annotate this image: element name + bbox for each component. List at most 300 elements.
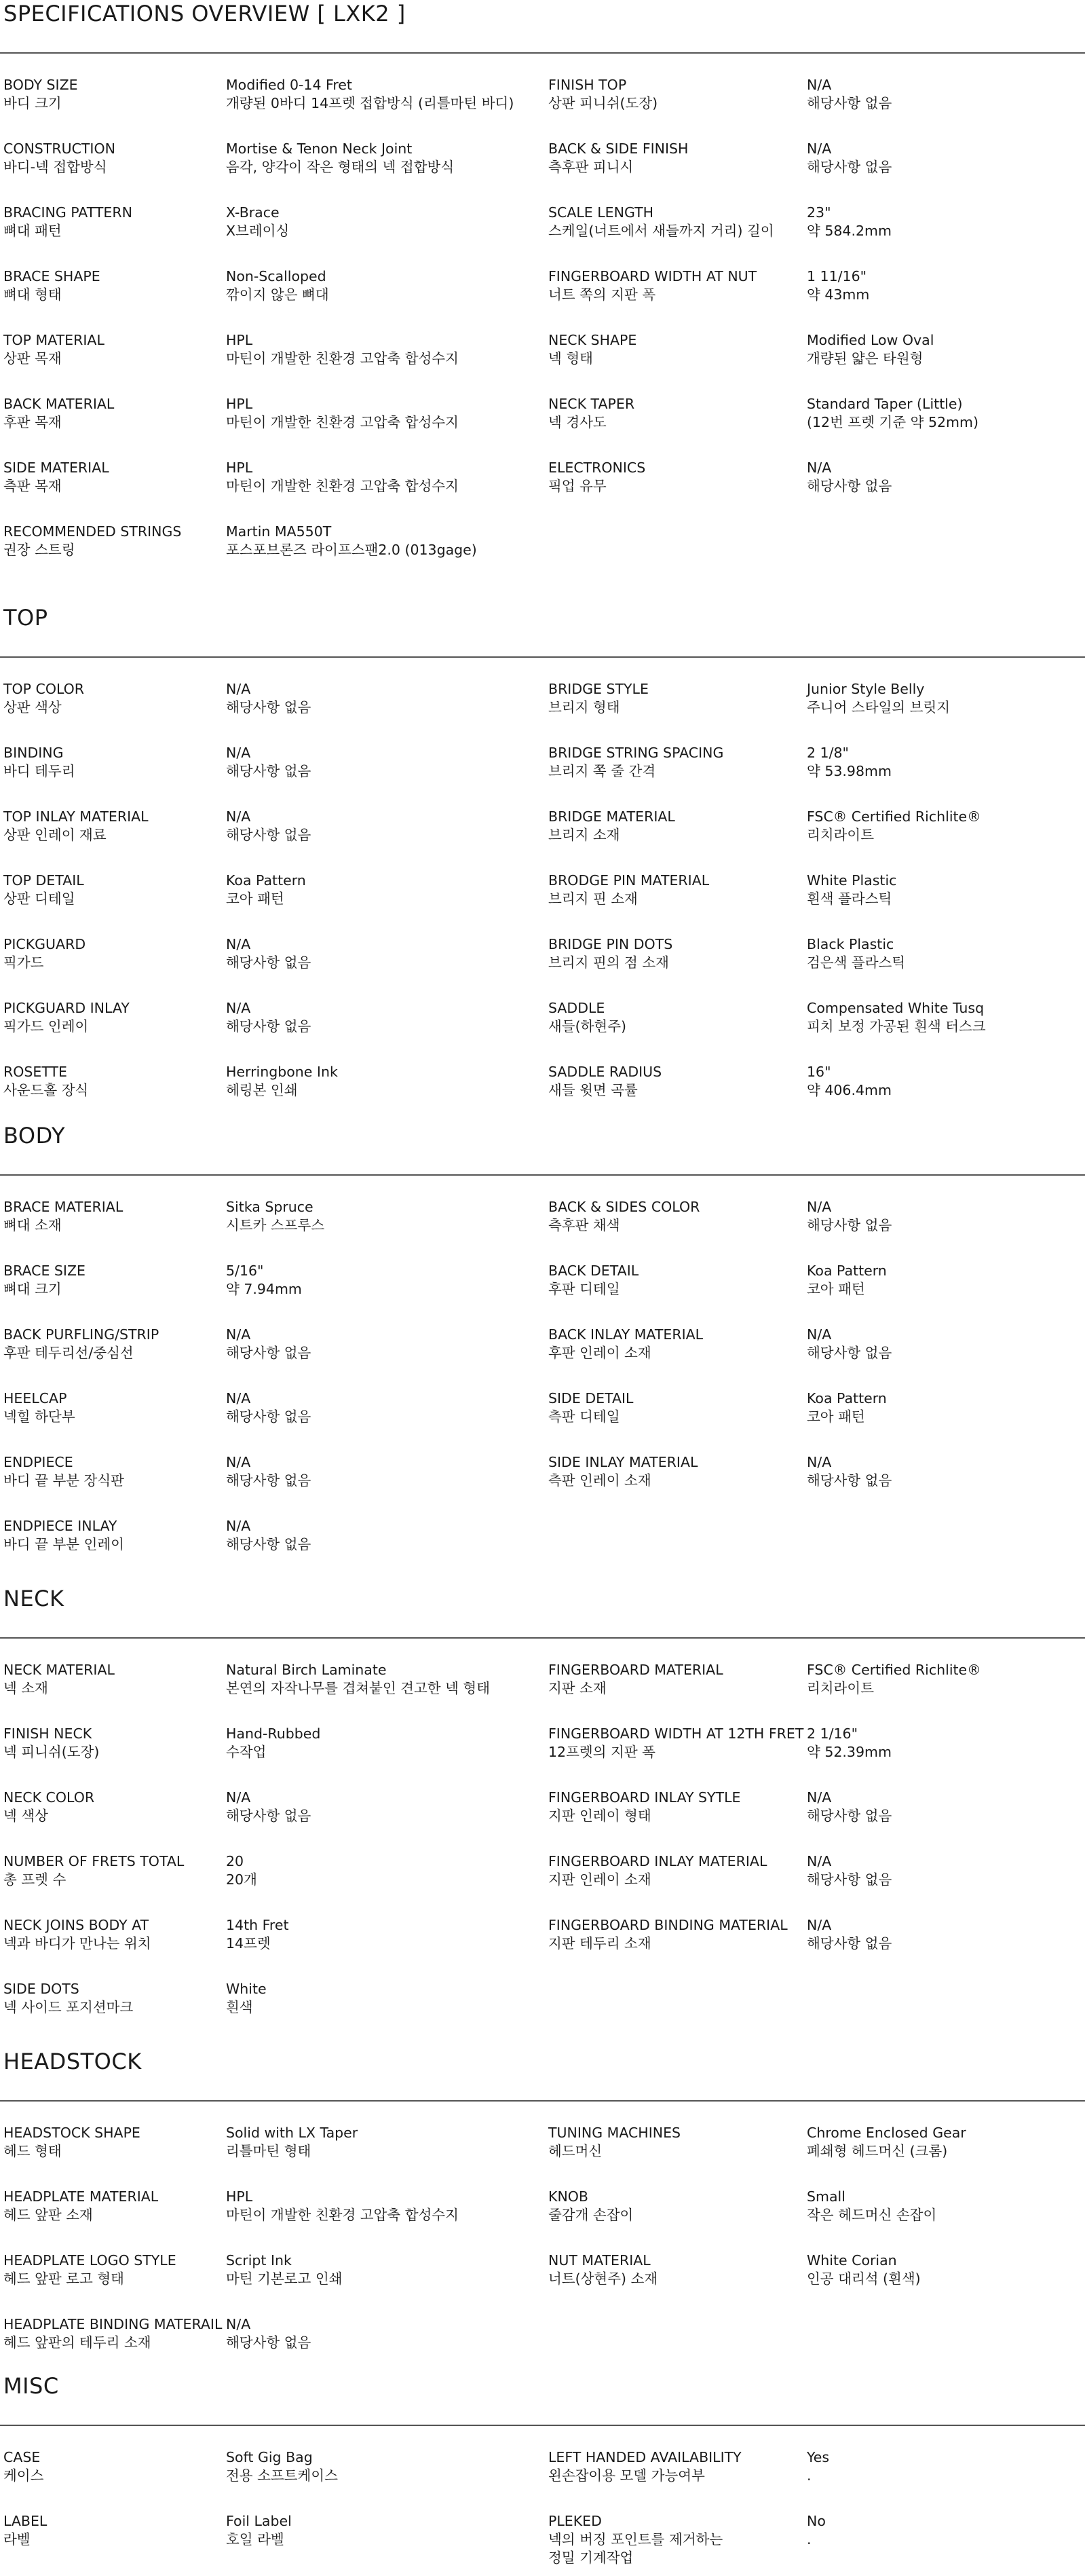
spec-value-ko: 리틀마틴 형태 [226, 2143, 311, 2159]
spec-value [226, 1198, 545, 1235]
spec-row [0, 1389, 1085, 1453]
spec-label-en: BRIDGE PIN DOTS [548, 936, 673, 952]
spec-value-en: N/A [226, 808, 251, 825]
spec-value-ko: 해당사항 없음 [807, 1345, 892, 1361]
spec-label-ko: 상판 디테일 [3, 891, 75, 907]
spec-label-en: FINGERBOARD MATERIAL [548, 1662, 723, 1678]
spec-row [0, 76, 1085, 140]
spec-value [226, 2512, 545, 2549]
spec-label-ko: 브리지 형태 [548, 699, 620, 715]
spec-label-ko: 뼈대 형태 [3, 286, 62, 303]
spec-value [226, 744, 545, 781]
spec-value [226, 1725, 545, 1761]
spec-value [226, 76, 545, 113]
spec-label [548, 267, 799, 304]
spec-label-en: PICKGUARD [3, 936, 86, 952]
spec-value [226, 523, 545, 559]
spec-label-ko: 넥 피니쉬(도장) [3, 1744, 100, 1760]
spec-value-ko: 해당사항 없음 [807, 478, 892, 494]
spec-value [226, 1980, 545, 2017]
spec-value [807, 331, 1082, 368]
spec-row [0, 1198, 1085, 1262]
spec-label-ko: 픽업 유무 [548, 478, 607, 494]
spec-label-ko: 넥힐 하단부 [3, 1408, 75, 1425]
spec-value-en: X-Brace [226, 204, 280, 221]
spec-label [548, 1453, 799, 1490]
spec-label-en: BRACE SHAPE [3, 268, 100, 284]
spec-label-ko: 상판 목재 [3, 350, 62, 367]
spec-label [3, 680, 224, 717]
spec-value-ko: . [807, 2531, 812, 2547]
spec-label-ko: 줄감개 손잡이 [548, 2207, 634, 2223]
spec-label-ko: 바디 끝 부분 인레이 [3, 1536, 124, 1552]
spec-label [3, 2448, 224, 2485]
spec-label-ko: 라벨 [3, 2531, 31, 2547]
spec-label [3, 1980, 224, 2017]
spec-row [0, 808, 1085, 872]
spec-value-ko: 시트카 스프루스 [226, 1217, 325, 1233]
spec-value-en: HPL [226, 332, 253, 348]
spec-value-ko: 작은 헤드머신 손잡이 [807, 2207, 937, 2223]
spec-label [3, 267, 224, 304]
spec-label-en: BRACING PATTERN [3, 204, 132, 221]
spec-label-ko: 상판 피니쉬(도장) [548, 95, 658, 111]
spec-value-en: N/A [807, 460, 832, 476]
spec-value-ko: 코아 패턴 [807, 1281, 865, 1297]
spec-label [3, 2124, 224, 2161]
spec-value-en: 2 1/8" [807, 745, 849, 761]
spec-value-ko: 해당사항 없음 [807, 1472, 892, 1489]
spec-value [226, 935, 545, 972]
spec-label-en: LABEL [3, 2513, 47, 2529]
spec-label [3, 1326, 224, 1362]
spec-row [0, 395, 1085, 459]
spec-value-ko: 약 52.39mm [807, 1744, 892, 1760]
spec-value [807, 999, 1082, 1036]
spec-value [226, 680, 545, 717]
spec-label-en: BRACE SIZE [3, 1263, 85, 1279]
spec-label-en: NUMBER OF FRETS TOTAL [3, 1853, 185, 1869]
spec-label-ko: 지판 테두리 소재 [548, 1935, 651, 1952]
spec-value [226, 2315, 545, 2352]
spec-value-ko: 14프렛 [226, 1935, 271, 1952]
spec-row [0, 1852, 1085, 1916]
spec-label-en: TOP DETAIL [3, 872, 84, 889]
spec-label-ko: 바디 크기 [3, 95, 62, 111]
spec-label-en: SIDE MATERIAL [3, 460, 109, 476]
spec-value [226, 2448, 545, 2485]
spec-label [548, 999, 799, 1036]
spec-value-ko: 해당사항 없음 [807, 1871, 892, 1888]
spec-value-ko: 해당사항 없음 [807, 1217, 892, 1233]
spec-value-en: Non-Scalloped [226, 268, 326, 284]
spec-value-en: Sitka Spruce [226, 1199, 313, 1215]
spec-label-ko: 뼈대 크기 [3, 1281, 62, 1297]
spec-row [0, 744, 1085, 808]
spec-label-en: KNOB [548, 2188, 588, 2205]
spec-label [3, 1262, 224, 1299]
spec-label-en: ENDPIECE [3, 1454, 73, 1470]
spec-label [548, 1661, 799, 1698]
spec-value [807, 140, 1082, 176]
spec-label-ko: 넥 형태 [548, 350, 593, 367]
spec-label-en: NUT MATERIAL [548, 2252, 651, 2269]
spec-label [548, 2512, 799, 2567]
spec-value-ko: 피치 보정 가공된 흰색 터스크 [807, 1018, 986, 1034]
spec-row [0, 1980, 1085, 2044]
spec-value-ko: 마틴이 개발한 친환경 고압축 합성수지 [226, 2207, 459, 2223]
spec-label-en: HEADPLATE LOGO STYLE [3, 2252, 176, 2269]
spec-value-en: 5/16" [226, 1263, 264, 1279]
spec-label [548, 1262, 799, 1299]
spec-label [548, 1063, 799, 1100]
spec-value [807, 935, 1082, 972]
spec-label-ko: 후판 인레이 소재 [548, 1345, 651, 1361]
spec-value-en: 1 11/16" [807, 268, 867, 284]
spec-label [548, 1789, 799, 1825]
spec-value [807, 2188, 1082, 2224]
spec-label-en: FINGERBOARD WIDTH AT 12TH FRET [548, 1725, 804, 1742]
spec-value-ko: 개량된 0바디 14프렛 접합방식 (리틀마틴 바디) [226, 95, 514, 111]
spec-value-ko: 해당사항 없음 [226, 827, 311, 843]
spec-label-ko: 픽가드 인레이 [3, 1018, 89, 1034]
spec-label [548, 680, 799, 717]
spec-label-en: TOP COLOR [3, 681, 85, 697]
spec-label-ko: 헤드 형태 [3, 2143, 62, 2159]
spec-label [3, 1789, 224, 1825]
spec-value-ko: 20개 [226, 1871, 257, 1888]
spec-value [226, 808, 545, 844]
spec-row [0, 2315, 1085, 2379]
spec-label [548, 1916, 799, 1953]
spec-value-en: Martin MA550T [226, 523, 332, 540]
spec-value-en: N/A [226, 1000, 251, 1016]
spec-value-ko: 마틴이 개발한 친환경 고압축 합성수지 [226, 350, 459, 367]
spec-value-ko: 해당사항 없음 [807, 159, 892, 175]
spec-value [226, 999, 545, 1036]
spec-label-en: SCALE LENGTH [548, 204, 654, 221]
spec-value-ko: 리치라이트 [807, 827, 875, 843]
spec-value-en: HPL [226, 2188, 253, 2205]
section-divider [0, 656, 1085, 658]
spec-label-en: BRIDGE MATERIAL [548, 808, 675, 825]
spec-value-ko: 약 406.4mm [807, 1082, 892, 1098]
spec-label [548, 2188, 799, 2224]
spec-label [3, 459, 224, 496]
spec-value-ko: 주니어 스타일의 브릿지 [807, 699, 951, 715]
spec-label-ko: 왼손잡이용 모델 가능여부 [548, 2467, 705, 2484]
spec-label [3, 1661, 224, 1698]
spec-value [226, 1262, 545, 1299]
spec-label [3, 1517, 224, 1554]
spec-value-en: 20 [226, 1853, 244, 1869]
spec-value-en: Mortise & Tenon Neck Joint [226, 141, 413, 157]
spec-label-en: ROSETTE [3, 1064, 67, 1080]
spec-label [548, 2252, 799, 2288]
spec-value [807, 1198, 1082, 1235]
spec-label [548, 204, 799, 240]
spec-value-en: N/A [226, 681, 251, 697]
spec-value [807, 267, 1082, 304]
spec-value-en: N/A [226, 1326, 251, 1343]
spec-label-ko: 스케일(너트에서 새들까지 거리) 길이 [548, 223, 774, 239]
spec-value-en: N/A [226, 2316, 251, 2332]
spec-label-en: NECK MATERIAL [3, 1662, 115, 1678]
spec-label-en: FINGERBOARD WIDTH AT NUT [548, 268, 757, 284]
spec-label-ko: 후판 목재 [3, 414, 62, 430]
spec-row [0, 1916, 1085, 1980]
spec-value [226, 395, 545, 432]
spec-label-ko: 권장 스트링 [3, 542, 75, 558]
spec-value-en: HPL [226, 460, 253, 476]
spec-label [548, 140, 799, 176]
spec-value-en: Junior Style Belly [807, 681, 925, 697]
spec-label [3, 872, 224, 908]
spec-label-en: BODY SIZE [3, 77, 78, 93]
spec-value-ko: 헤링본 인쇄 [226, 1082, 298, 1098]
spec-label-en: CONSTRUCTION [3, 141, 115, 157]
spec-label [548, 395, 799, 432]
spec-label [548, 935, 799, 972]
spec-label [3, 2188, 224, 2224]
spec-label-ko: 헤드 앞판의 테두리 소재 [3, 2334, 151, 2351]
spec-label-en: SADDLE RADIUS [548, 1064, 662, 1080]
spec-label-ko: 넥 소재 [3, 1680, 48, 1696]
spec-label-ko: 넥 색상 [3, 1808, 48, 1824]
section-divider [0, 2425, 1085, 2426]
spec-value-en: Standard Taper (Little) [807, 396, 963, 412]
spec-value-en: Chrome Enclosed Gear [807, 2125, 966, 2141]
spec-value-en: N/A [807, 1454, 832, 1470]
spec-value-ko: 해당사항 없음 [807, 1808, 892, 1824]
spec-label-en: ENDPIECE INLAY [3, 1518, 117, 1534]
spec-value-en: N/A [226, 1789, 251, 1806]
spec-label-ko: 상판 인레이 재료 [3, 827, 107, 843]
spec-row [0, 680, 1085, 744]
spec-value-ko: 해당사항 없음 [226, 1536, 311, 1552]
spec-row [0, 1789, 1085, 1852]
spec-value [226, 459, 545, 496]
spec-value-en: FSC® Certified Richlite® [807, 808, 981, 825]
spec-label-ko: 12프렛의 지판 폭 [548, 1744, 655, 1760]
section-title: SPECIFICATIONS OVERVIEW [ LXK2 ] [3, 1, 406, 26]
spec-label-en: TUNING MACHINES [548, 2125, 681, 2141]
spec-value-en: White [226, 1981, 267, 1997]
spec-label [3, 2512, 224, 2549]
spec-row [0, 1517, 1085, 1581]
spec-row [0, 1725, 1085, 1789]
spec-value-ko: 흰색 [226, 1999, 253, 2015]
spec-label [3, 1916, 224, 1953]
spec-value-en: Soft Gig Bag [226, 2449, 313, 2465]
spec-value-ko: (12번 프렛 기준 약 52mm) [807, 414, 978, 430]
spec-value-ko: 음각, 양각이 작은 형태의 넥 접합방식 [226, 159, 455, 175]
spec-label-ko: 픽가드 [3, 954, 44, 971]
spec-value-en: 14th Fret [226, 1917, 289, 1933]
spec-label-ko: 지판 인레이 형태 [548, 1808, 651, 1824]
spec-value-en: N/A [226, 1390, 251, 1406]
spec-value-ko: 해당사항 없음 [226, 1018, 311, 1034]
spec-label [3, 999, 224, 1036]
spec-label [3, 935, 224, 972]
section-divider [0, 2100, 1085, 2102]
spec-value-ko: 코아 패턴 [807, 1408, 865, 1425]
spec-label [3, 1389, 224, 1426]
spec-label-en: LEFT HANDED AVAILABILITY [548, 2449, 742, 2465]
spec-label [3, 2252, 224, 2288]
spec-row [0, 523, 1085, 586]
spec-label [3, 1198, 224, 1235]
spec-label-en: FINGERBOARD INLAY SYTLE [548, 1789, 741, 1806]
spec-value-en: Natural Birch Laminate [226, 1662, 387, 1678]
spec-value-en: N/A [226, 1518, 251, 1534]
spec-label-ko: 새들(하현주) [548, 1018, 627, 1034]
spec-label-en: SIDE DOTS [3, 1981, 79, 1997]
spec-value-ko: 코아 패턴 [226, 891, 284, 907]
spec-value [807, 680, 1082, 717]
spec-value [807, 76, 1082, 113]
spec-label-en: PICKGUARD INLAY [3, 1000, 130, 1016]
spec-value [226, 1326, 545, 1362]
spec-label [3, 204, 224, 240]
spec-label [3, 140, 224, 176]
spec-label [548, 459, 799, 496]
spec-label-ko: 후판 디테일 [548, 1281, 620, 1297]
section-divider [0, 1174, 1085, 1176]
spec-value [807, 744, 1082, 781]
spec-label-en: BACK PURFLING/STRIP [3, 1326, 159, 1343]
spec-value-en: N/A [226, 1454, 251, 1470]
spec-label [3, 1852, 224, 1889]
spec-value [807, 872, 1082, 908]
spec-value [807, 1389, 1082, 1426]
spec-value-ko: 해당사항 없음 [226, 1408, 311, 1425]
spec-label-en: HEADPLATE BINDING MATERAIL [3, 2316, 223, 2332]
spec-label-en: SIDE DETAIL [548, 1390, 634, 1406]
spec-label-ko: 측후판 채색 [548, 1217, 620, 1233]
spec-label-ko: 브리지 핀의 점 소재 [548, 954, 669, 971]
spec-value-en: Yes [807, 2449, 830, 2465]
spec-value [226, 331, 545, 368]
spec-value-ko: 해당사항 없음 [226, 1345, 311, 1361]
spec-label-en: BRIDGE STYLE [548, 681, 649, 697]
spec-value-ko: 수작업 [226, 1744, 267, 1760]
spec-value-en: Modified Low Oval [807, 332, 934, 348]
spec-value-en: Compensated White Tusq [807, 1000, 985, 1016]
spec-value-en: N/A [807, 1789, 832, 1806]
spec-label-ko: 브리지 쪽 줄 간격 [548, 763, 656, 779]
spec-label-en: NECK TAPER [548, 396, 635, 412]
spec-value-en: Black Plastic [807, 936, 894, 952]
spec-label-en: HEADPLATE MATERIAL [3, 2188, 159, 2205]
spec-label-ko: 케이스 [3, 2467, 44, 2484]
spec-value [807, 1326, 1082, 1362]
spec-value [807, 1262, 1082, 1299]
spec-value [807, 2448, 1082, 2485]
spec-value-en: Hand-Rubbed [226, 1725, 321, 1742]
spec-row [0, 872, 1085, 935]
spec-row [0, 2512, 1085, 2576]
spec-label [548, 76, 799, 113]
spec-value-en: Modified 0-14 Fret [226, 77, 352, 93]
spec-label-ko: 뼈대 소재 [3, 1217, 62, 1233]
spec-label-en: TOP MATERIAL [3, 332, 104, 348]
spec-value [807, 459, 1082, 496]
spec-label-en: RECOMMENDED STRINGS [3, 523, 182, 540]
spec-value-en: White Plastic [807, 872, 897, 889]
spec-value-ko: 깎이지 않은 뼈대 [226, 286, 329, 303]
spec-value [226, 267, 545, 304]
spec-value-en: N/A [807, 1853, 832, 1869]
spec-label-ko: 브리지 핀 소재 [548, 891, 638, 907]
spec-label-ko: 바디 끝 부분 장식판 [3, 1472, 124, 1489]
spec-value-en: Script Ink [226, 2252, 292, 2269]
spec-label-en: BACK & SIDE FINISH [548, 141, 689, 157]
spec-label-ko: 지판 인레이 소재 [548, 1871, 651, 1888]
spec-label-en: NECK COLOR [3, 1789, 95, 1806]
spec-label-en: BINDING [3, 745, 64, 761]
spec-value-ko: 해당사항 없음 [807, 1935, 892, 1952]
spec-value-en: N/A [226, 936, 251, 952]
spec-value-ko: 마틴이 개발한 친환경 고압축 합성수지 [226, 478, 459, 494]
spec-row [0, 331, 1085, 395]
spec-label [3, 2315, 224, 2352]
spec-value-en: Koa Pattern [226, 872, 306, 889]
spec-row [0, 999, 1085, 1063]
spec-label [548, 1198, 799, 1235]
spec-value [807, 1661, 1082, 1698]
spec-label [3, 76, 224, 113]
spec-label-ko: 새들 윗면 곡률 [548, 1082, 638, 1098]
spec-label-en: BRODGE PIN MATERIAL [548, 872, 710, 889]
spec-value-en: Foil Label [226, 2513, 292, 2529]
spec-value [226, 1517, 545, 1554]
spec-value-ko: 마틴 기본로고 인쇄 [226, 2271, 343, 2287]
spec-row [0, 140, 1085, 204]
spec-label [3, 523, 224, 559]
spec-value [807, 204, 1082, 240]
spec-value [807, 395, 1082, 432]
spec-value [226, 1661, 545, 1698]
spec-label-ko: 바디-넥 접합방식 [3, 159, 107, 175]
spec-value-ko: 흰색 플라스틱 [807, 891, 892, 907]
spec-label-ko: 넥 경사도 [548, 414, 607, 430]
spec-value-en: Koa Pattern [807, 1263, 887, 1279]
spec-label [3, 1063, 224, 1100]
spec-row [0, 2188, 1085, 2252]
section-title: MISC [3, 2373, 59, 2399]
spec-label-en: BRACE MATERIAL [3, 1199, 123, 1215]
spec-row [0, 1661, 1085, 1725]
spec-value-ko: 전용 소프트케이스 [226, 2467, 338, 2484]
spec-row [0, 267, 1085, 331]
spec-label-en: NECK SHAPE [548, 332, 637, 348]
spec-label-en: BACK & SIDES COLOR [548, 1199, 700, 1215]
spec-value [807, 2124, 1082, 2161]
spec-value-ko: 해당사항 없음 [226, 1472, 311, 1489]
spec-value-ko: 리치라이트 [807, 1680, 875, 1696]
spec-label-ko-line2: 정밀 기계작업 [548, 2550, 634, 2566]
spec-value-ko: 약 584.2mm [807, 223, 892, 239]
spec-label-ko: 측판 목재 [3, 478, 62, 494]
spec-row [0, 1326, 1085, 1389]
spec-label-ko: 넥과 바디가 만나는 위치 [3, 1935, 151, 1952]
spec-row [0, 1262, 1085, 1326]
spec-label-en: BACK DETAIL [548, 1263, 639, 1279]
spec-value [226, 1389, 545, 1426]
spec-value [226, 204, 545, 240]
spec-value-en: N/A [807, 1199, 832, 1215]
